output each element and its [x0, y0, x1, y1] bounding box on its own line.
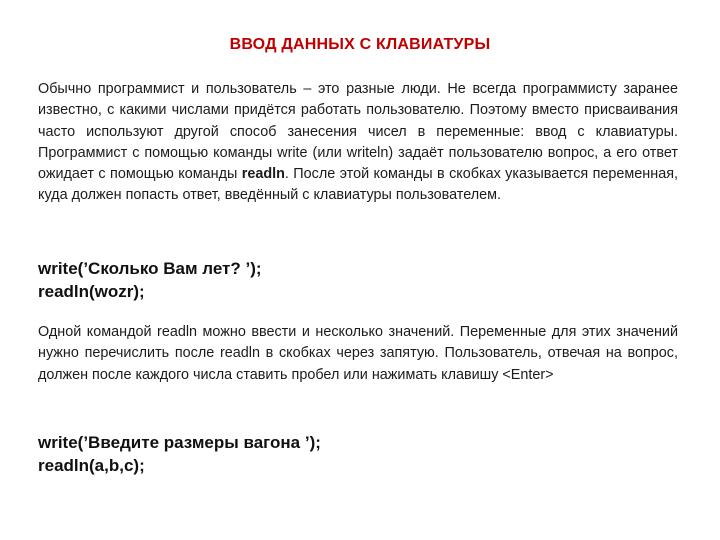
code-line-write-wagon: write(’Введите размеры вагона ’); — [38, 433, 321, 452]
paragraph-intro-text-start: Обычно программист и пользователь – это разные люди. Не всегда программисту заранее известно, с какими числами придётся работать пользователю. Поэтому вместо присваивания часто используют другой способ занесения чисел в переменные: ввод с клавиатуры. Программист с помощью команды write (или writeln) задаёт пользователю вопрос, а его ответ ожидает с помощью команды — [38, 81, 678, 183]
code-example-1 — [38, 257, 678, 303]
code-line-write-age: write(’Сколько Вам лет? ’); — [38, 259, 262, 278]
paragraph-intro — [38, 79, 678, 207]
paragraph-multiple-values: Одной командой readln можно ввести и несколько значений. Переменные для этих значений нужно перечислить после readln в скобках через запятую. Пользователь, отвечая на вопрос, должен после каждого числа ставить пробел или нажимать клавишу <Enter> — [38, 324, 678, 383]
code-line-readln-abc: readln(a,b,c); — [38, 456, 145, 475]
readln-command-inline: readln — [241, 166, 285, 183]
slide-title: ВВОД ДАННЫХ С КЛАВИАТУРЫ — [229, 36, 491, 53]
paragraph-intro-text-end: . После этой команды в скобках указывается переменная, куда должен попасть ответ, введённый с клавиатуры пользователем. — [38, 166, 678, 204]
code-line-readln-wozr: readln(wozr); — [38, 282, 145, 301]
code-example-2 — [38, 431, 678, 477]
